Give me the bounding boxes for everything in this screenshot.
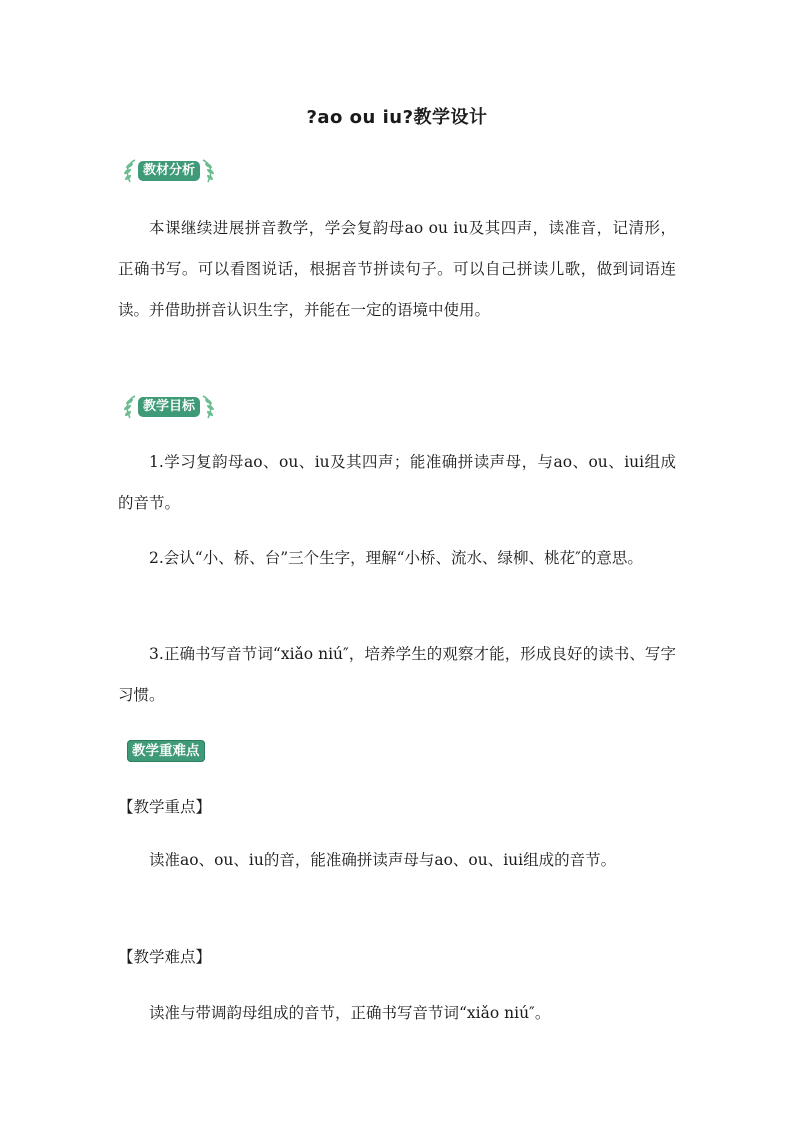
section-badge-goals — [122, 394, 216, 420]
analysis-paragraph: 本课继续进展拼音教学，学会复韵母ao ou iu及其四声，读准音，记清形，正确书写。可以看图说话，根据音节拼读句子。可以自己拼读儿歌，做到词语连读。并借助拼音认识生字，并能在一定的语境中使用。 — [118, 219, 676, 319]
focus-heading: 【教学重点】 — [118, 798, 212, 816]
section-badge-label: 教学目标 — [138, 397, 200, 417]
difficulty-heading: 【教学难点】 — [118, 948, 212, 966]
goal-item-2: 2.会认“小、桥、台”三个生字，理解“小桥、流水、绿柳、桃花″的意思。 — [149, 549, 643, 567]
section-badge-label: 教学重难点 — [127, 740, 205, 762]
leaf-right-icon — [200, 394, 216, 420]
goal-item-3: 3.正确书写音节词“xiǎo niú″，培养学生的观察才能，形成良好的读书、写字习惯。 — [118, 645, 676, 704]
section-badge-analysis — [122, 158, 216, 184]
goal-item-1: 1.学习复韵母ao、ou、iu及其四声；能准确拼读声母，与ao、ou、iui组成的音节。 — [118, 453, 676, 512]
difficulty-paragraph: 读准与带调韵母组成的音节，正确书写音节词“xiǎo niú″。 — [149, 1004, 551, 1022]
leaf-left-icon — [122, 158, 138, 184]
leaf-right-icon — [200, 158, 216, 184]
focus-paragraph: 读准ao、ou、iu的音，能准确拼读声母与ao、ou、iui组成的音节。 — [149, 851, 617, 869]
section-badge-label: 教材分析 — [138, 161, 200, 181]
section-badge-keypoints — [127, 738, 205, 764]
page-title: ?ao ou iu?教学设计 — [306, 107, 488, 128]
leaf-left-icon — [122, 394, 138, 420]
